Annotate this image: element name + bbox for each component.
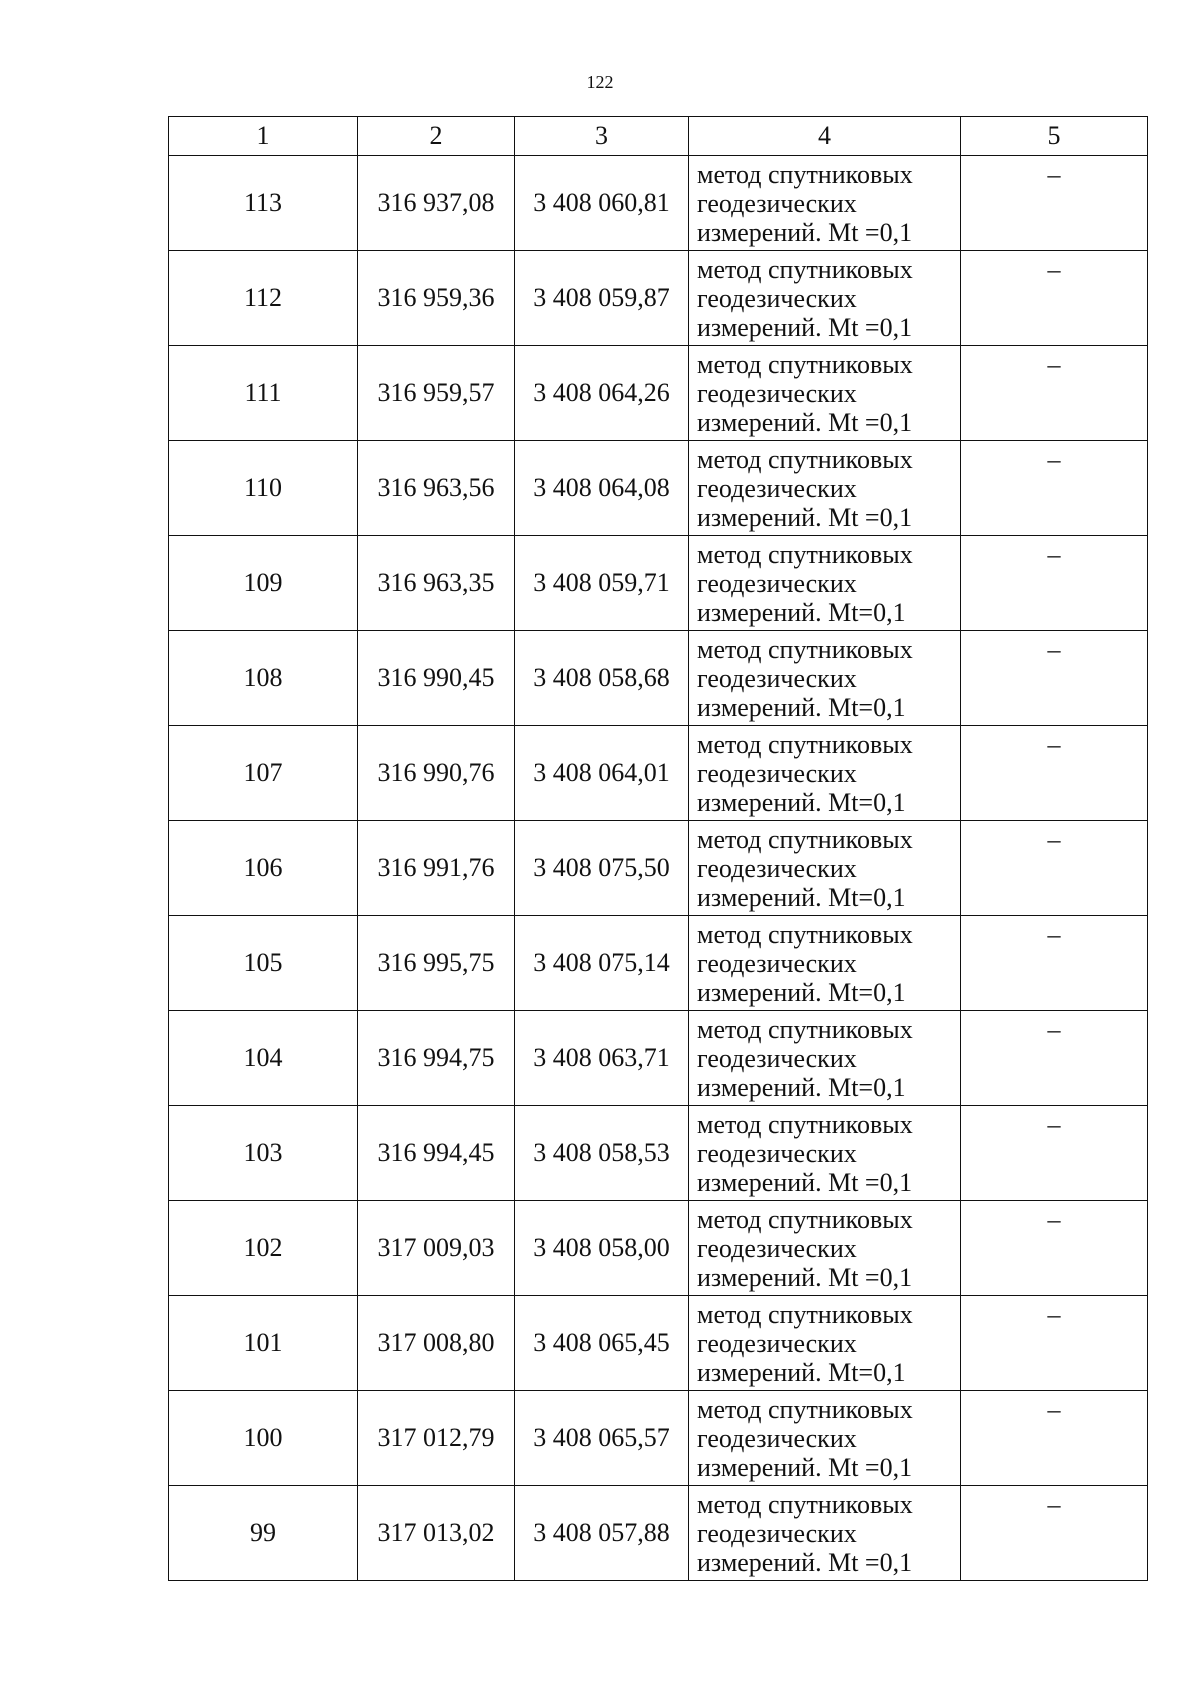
method-line: геодезических: [697, 1043, 857, 1073]
table-row: [169, 441, 1148, 536]
point-number-cell: 99: [169, 1486, 358, 1581]
table-row: [169, 916, 1148, 1011]
method-cell: [689, 1106, 961, 1201]
method-line: измерений. Mt=0,1: [697, 597, 906, 627]
y-coordinate-cell: 3 408 057,88: [515, 1486, 689, 1581]
point-number-cell: 100: [169, 1391, 358, 1486]
note-cell: –: [961, 1486, 1148, 1581]
point-number-cell: 102: [169, 1201, 358, 1296]
x-coordinate-cell: 316 990,45: [358, 631, 515, 726]
y-coordinate-cell: 3 408 075,14: [515, 916, 689, 1011]
method-line: измерений. Mt =0,1: [697, 407, 913, 437]
table-row: [169, 1391, 1148, 1486]
x-coordinate-cell: 317 013,02: [358, 1486, 515, 1581]
method-cell: [689, 1201, 961, 1296]
note-cell: –: [961, 821, 1148, 916]
x-coordinate-cell: 316 963,56: [358, 441, 515, 536]
method-line: геодезических: [697, 1518, 857, 1548]
method-cell: [689, 916, 961, 1011]
column-header: 3: [515, 117, 689, 156]
point-number-cell: 111: [169, 346, 358, 441]
method-line: измерений. Mt =0,1: [697, 1262, 913, 1292]
table-row: [169, 1106, 1148, 1201]
y-coordinate-cell: 3 408 064,26: [515, 346, 689, 441]
method-line: геодезических: [697, 568, 857, 598]
method-cell: [689, 1011, 961, 1106]
x-coordinate-cell: 317 008,80: [358, 1296, 515, 1391]
method-line: геодезических: [697, 188, 857, 218]
table-row: [169, 1486, 1148, 1581]
note-cell: –: [961, 1391, 1148, 1486]
y-coordinate-cell: 3 408 058,00: [515, 1201, 689, 1296]
method-line: метод спутниковых: [697, 1014, 913, 1044]
coordinates-table: [168, 116, 1148, 1581]
y-coordinate-cell: 3 408 063,71: [515, 1011, 689, 1106]
x-coordinate-cell: 316 994,75: [358, 1011, 515, 1106]
x-coordinate-cell: 316 937,08: [358, 156, 515, 251]
column-header: 5: [961, 117, 1148, 156]
point-number-cell: 103: [169, 1106, 358, 1201]
method-cell: [689, 1391, 961, 1486]
y-coordinate-cell: 3 408 075,50: [515, 821, 689, 916]
method-line: измерений. Mt=0,1: [697, 692, 906, 722]
method-cell: [689, 1486, 961, 1581]
method-cell: [689, 156, 961, 251]
note-cell: –: [961, 346, 1148, 441]
method-line: геодезических: [697, 853, 857, 883]
method-line: измерений. Mt =0,1: [697, 217, 913, 247]
point-number-cell: 107: [169, 726, 358, 821]
x-coordinate-cell: 316 959,57: [358, 346, 515, 441]
method-line: метод спутниковых: [697, 1109, 913, 1139]
point-number-cell: 104: [169, 1011, 358, 1106]
x-coordinate-cell: 317 012,79: [358, 1391, 515, 1486]
column-header: 4: [689, 117, 961, 156]
note-cell: –: [961, 631, 1148, 726]
table-row: [169, 251, 1148, 346]
method-line: геодезических: [697, 1138, 857, 1168]
note-cell: –: [961, 536, 1148, 631]
method-line: измерений. Mt=0,1: [697, 1357, 906, 1387]
method-line: метод спутниковых: [697, 824, 913, 854]
table-row: [169, 631, 1148, 726]
method-line: метод спутниковых: [697, 159, 913, 189]
method-line: метод спутниковых: [697, 444, 913, 474]
y-coordinate-cell: 3 408 060,81: [515, 156, 689, 251]
note-cell: –: [961, 1201, 1148, 1296]
method-line: измерений. Mt =0,1: [697, 502, 913, 532]
x-coordinate-cell: 316 994,45: [358, 1106, 515, 1201]
method-cell: [689, 251, 961, 346]
method-line: геодезических: [697, 1328, 857, 1358]
note-cell: –: [961, 1011, 1148, 1106]
point-number-cell: 109: [169, 536, 358, 631]
point-number-cell: 108: [169, 631, 358, 726]
method-line: геодезических: [697, 663, 857, 693]
table-row: [169, 346, 1148, 441]
point-number-cell: 110: [169, 441, 358, 536]
note-cell: –: [961, 251, 1148, 346]
y-coordinate-cell: 3 408 065,57: [515, 1391, 689, 1486]
note-cell: –: [961, 916, 1148, 1011]
method-line: метод спутниковых: [697, 1299, 913, 1329]
table-row: [169, 1201, 1148, 1296]
method-line: измерений. Mt=0,1: [697, 882, 906, 912]
method-line: измерений. Mt =0,1: [697, 1452, 913, 1482]
method-cell: [689, 1296, 961, 1391]
table-row: [169, 156, 1148, 251]
method-cell: [689, 821, 961, 916]
x-coordinate-cell: 316 963,35: [358, 536, 515, 631]
note-cell: –: [961, 726, 1148, 821]
method-line: измерений. Mt =0,1: [697, 1167, 913, 1197]
note-cell: –: [961, 156, 1148, 251]
x-coordinate-cell: 316 995,75: [358, 916, 515, 1011]
x-coordinate-cell: 316 959,36: [358, 251, 515, 346]
table-row: [169, 536, 1148, 631]
point-number-cell: 105: [169, 916, 358, 1011]
method-line: геодезических: [697, 283, 857, 313]
table-row: [169, 821, 1148, 916]
method-line: метод спутниковых: [697, 539, 913, 569]
y-coordinate-cell: 3 408 059,87: [515, 251, 689, 346]
method-line: измерений. Mt=0,1: [697, 787, 906, 817]
method-line: метод спутниковых: [697, 349, 913, 379]
method-line: метод спутниковых: [697, 729, 913, 759]
point-number-cell: 106: [169, 821, 358, 916]
y-coordinate-cell: 3 408 064,01: [515, 726, 689, 821]
table-header-row: [169, 117, 1148, 156]
point-number-cell: 112: [169, 251, 358, 346]
y-coordinate-cell: 3 408 058,53: [515, 1106, 689, 1201]
method-cell: [689, 346, 961, 441]
point-number-cell: 113: [169, 156, 358, 251]
method-line: измерений. Mt=0,1: [697, 977, 906, 1007]
column-header: 2: [358, 117, 515, 156]
method-line: геодезических: [697, 473, 857, 503]
method-cell: [689, 631, 961, 726]
method-line: метод спутниковых: [697, 634, 913, 664]
table-row: [169, 726, 1148, 821]
x-coordinate-cell: 316 991,76: [358, 821, 515, 916]
column-header: 1: [169, 117, 358, 156]
method-line: измерений. Mt =0,1: [697, 312, 913, 342]
method-cell: [689, 441, 961, 536]
y-coordinate-cell: 3 408 059,71: [515, 536, 689, 631]
method-line: геодезических: [697, 1423, 857, 1453]
note-cell: –: [961, 1106, 1148, 1201]
note-cell: –: [961, 1296, 1148, 1391]
method-line: метод спутниковых: [697, 1489, 913, 1519]
method-line: геодезических: [697, 948, 857, 978]
table-row: [169, 1296, 1148, 1391]
page-number: 122: [586, 72, 614, 92]
note-cell: –: [961, 441, 1148, 536]
x-coordinate-cell: 316 990,76: [358, 726, 515, 821]
method-line: метод спутниковых: [697, 254, 913, 284]
y-coordinate-cell: 3 408 065,45: [515, 1296, 689, 1391]
table-body: [169, 156, 1148, 1581]
method-line: измерений. Mt=0,1: [697, 1072, 906, 1102]
method-line: метод спутниковых: [697, 919, 913, 949]
table-row: [169, 1011, 1148, 1106]
method-line: метод спутниковых: [697, 1394, 913, 1424]
method-line: геодезических: [697, 758, 857, 788]
method-line: метод спутниковых: [697, 1204, 913, 1234]
method-cell: [689, 726, 961, 821]
y-coordinate-cell: 3 408 064,08: [515, 441, 689, 536]
y-coordinate-cell: 3 408 058,68: [515, 631, 689, 726]
method-line: геодезических: [697, 1233, 857, 1263]
method-line: измерений. Mt =0,1: [697, 1547, 913, 1577]
method-line: геодезических: [697, 378, 857, 408]
point-number-cell: 101: [169, 1296, 358, 1391]
x-coordinate-cell: 317 009,03: [358, 1201, 515, 1296]
method-cell: [689, 536, 961, 631]
